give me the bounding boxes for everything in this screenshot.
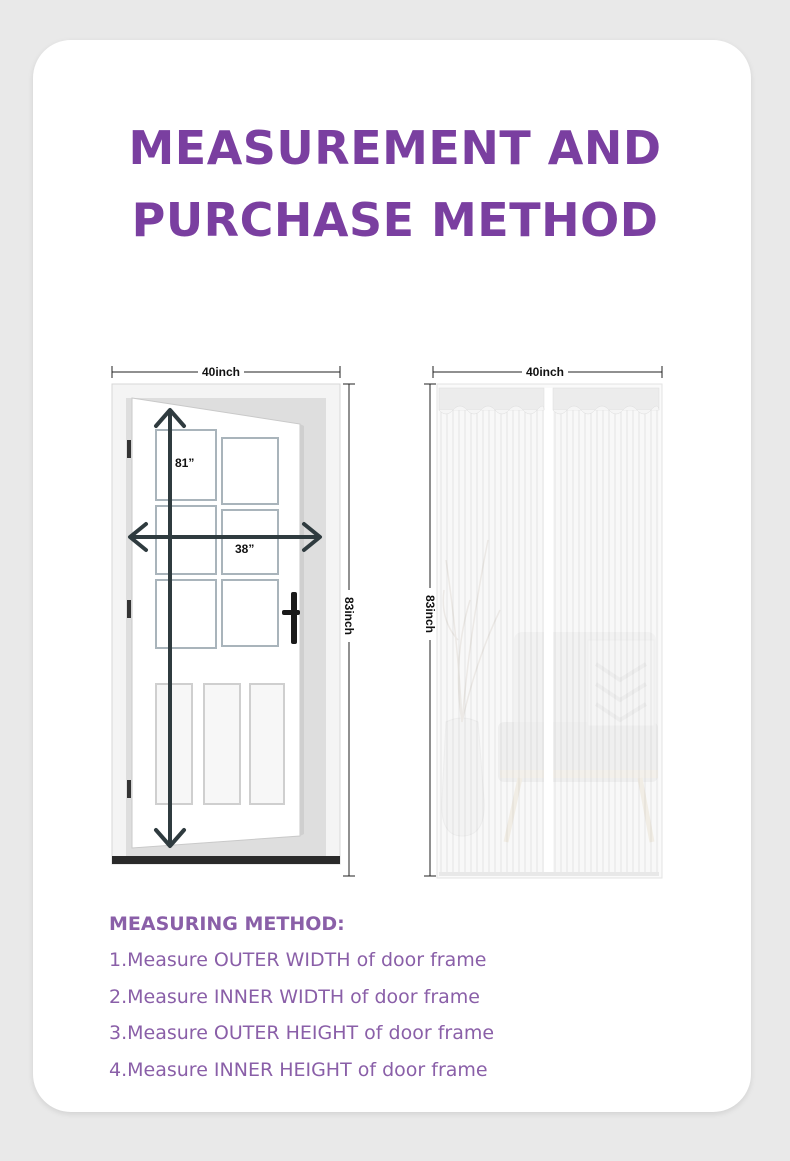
screen-width-label: 40inch <box>525 365 565 379</box>
inner-height-label: 81” <box>175 456 195 470</box>
method-step: 4.Measure INNER HEIGHT of door frame <box>109 1058 488 1081</box>
door-height-dimension <box>342 384 356 876</box>
door-height-label: 83inch <box>342 596 356 636</box>
measuring-method <box>109 906 494 1088</box>
door-handle <box>291 592 297 644</box>
title-line-1: MEASUREMENT AND <box>128 121 662 175</box>
door-threshold <box>112 856 340 864</box>
screen-bottom-weight <box>439 872 659 876</box>
door-diagram <box>112 364 356 876</box>
screen-height-label: 83inch <box>423 594 437 634</box>
screen-magnetic-seam <box>544 388 553 876</box>
hinge <box>127 600 131 618</box>
method-step: 2.Measure INNER WIDTH of door frame <box>109 985 481 1008</box>
method-step: 1.Measure OUTER WIDTH of door frame <box>109 949 487 971</box>
door-lower-panels <box>156 684 284 804</box>
door-width-label: 40inch <box>201 365 241 379</box>
screen-right-panel <box>553 388 659 876</box>
door-lever <box>282 610 300 615</box>
door-width-dimension <box>112 364 340 379</box>
door-panel <box>132 398 304 848</box>
hinge <box>127 780 131 798</box>
screen-diagram <box>423 364 662 878</box>
method-heading: MEASURING METHOD: <box>109 913 345 935</box>
screen-left-panel <box>439 388 544 876</box>
hinge <box>127 440 131 458</box>
title-line-2: PURCHASE METHOD <box>131 193 659 247</box>
method-step: 3.Measure OUTER HEIGHT of door frame <box>109 1022 495 1044</box>
inner-width-label: 38” <box>235 542 255 556</box>
screen-width-dimension <box>433 364 662 379</box>
screen-height-dimension <box>423 384 437 876</box>
